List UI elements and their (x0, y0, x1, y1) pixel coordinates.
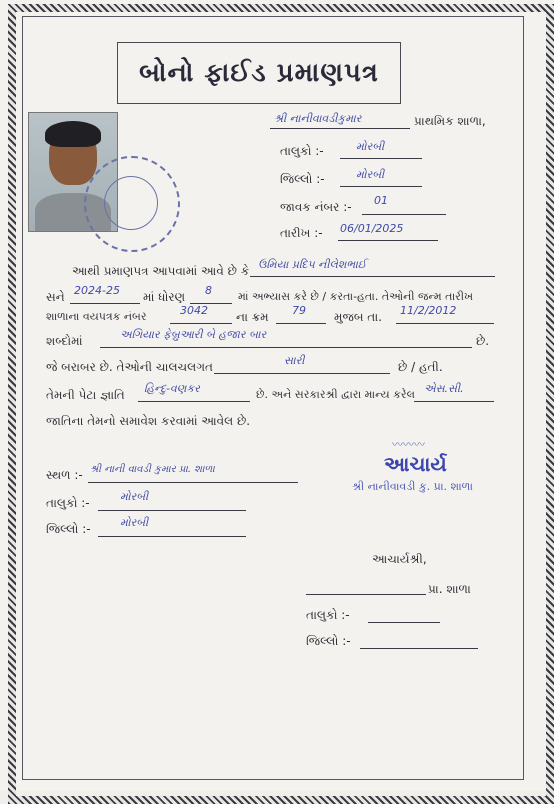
principal-signature: 〰〰〰 (392, 438, 425, 451)
place-taluka-label: તાલુકો :- (46, 496, 90, 510)
header-district-value: મોરબી (356, 168, 385, 181)
intro-text: આથી પ્રમાણપત્ર આપવામાં આવે છે કે (72, 264, 250, 278)
date-label: તારીખ :- (280, 226, 323, 240)
caste-end: જાતિના તેમનો સમાવેશ કરવામાં આવેલ છે. (46, 414, 251, 428)
date-value: 06/01/2025 (340, 222, 404, 235)
place-label: સ્થળ :- (46, 468, 83, 482)
study-text: માં અભ્યાસ કરે છે / કરતા-હતા. તેઓની જન્મ તારીખ (238, 290, 474, 303)
year-prefix: સને (46, 290, 65, 304)
std-value: 8 (205, 284, 212, 297)
register-value: 3042 (180, 304, 208, 317)
outward-value: 01 (374, 194, 388, 207)
year-value: 2024-25 (74, 284, 120, 297)
std-label: માં ધોરણ (143, 290, 186, 304)
dob-words-value: અગિયાર ફેબ્રુઆરી બે હજાર બાર (120, 328, 267, 341)
as-per-text: મુજબ તા. (334, 310, 382, 324)
principal-label: આચાર્યશ્રી, (372, 552, 427, 566)
place-taluka-value: મોરબી (120, 490, 149, 503)
sub-caste-value: હિન્દુ-વણકર (144, 382, 200, 395)
student-name-value: ઉમિયા પ્રદિપ નીલેશભાઈ (258, 258, 367, 271)
register-label: શાળાના વયપત્રક નંબર (46, 310, 147, 323)
place-value: શ્રી નાની વાવડી કુમાર પ્રા. શાળા (90, 464, 215, 475)
seal-school: શ્રી નાનીવાવડી કુ. પ્રા. શાળા (352, 480, 473, 493)
words-end: છે. (476, 334, 490, 348)
place-district-label: જિલ્લો :- (46, 522, 91, 536)
certificate-title: બોનો ફાઈડ પ્રમાણપત્ર (117, 42, 401, 104)
school-stamp (84, 156, 180, 252)
caste-prefix: તેમની પેટા જ્ઞાતિ (46, 388, 125, 402)
conduct-end: છે / હતી. (398, 360, 443, 374)
outward-label: જાવક નંબર :- (280, 200, 352, 214)
header-taluka-value: મોરબી (356, 140, 385, 153)
seal-role: આચાર્ય (384, 452, 447, 476)
school-name-value: શ્રી નાનીવાવડીકુમાર (274, 112, 362, 125)
serial-value: 79 (292, 304, 306, 317)
serial-label: ના ક્રમ (236, 310, 269, 324)
signature-district-label: જિલ્લો :- (306, 634, 351, 648)
place-district-value: મોરબી (120, 516, 149, 529)
header-taluka-label: તાલુકો :- (280, 144, 324, 158)
conduct-prefix: જે બરાબર છે. તેઓની ચાલચલગત (46, 360, 213, 374)
signature-school-suffix: પ્રા. શાળા (428, 582, 471, 596)
signature-taluka-label: તાલુકો :- (306, 608, 350, 622)
caste-mid: છે. અને સરકારશ્રી દ્વારા માન્ય કરેલ (256, 388, 415, 401)
header-district-label: જિલ્લો :- (280, 172, 325, 186)
category-value: એસ.સી. (424, 382, 464, 395)
school-suffix: પ્રાથમિક શાળા, (414, 114, 486, 128)
conduct-value: સારી (284, 354, 305, 367)
dob-value: 11/2/2012 (400, 304, 457, 317)
words-label: શબ્દોમાં (46, 334, 83, 348)
